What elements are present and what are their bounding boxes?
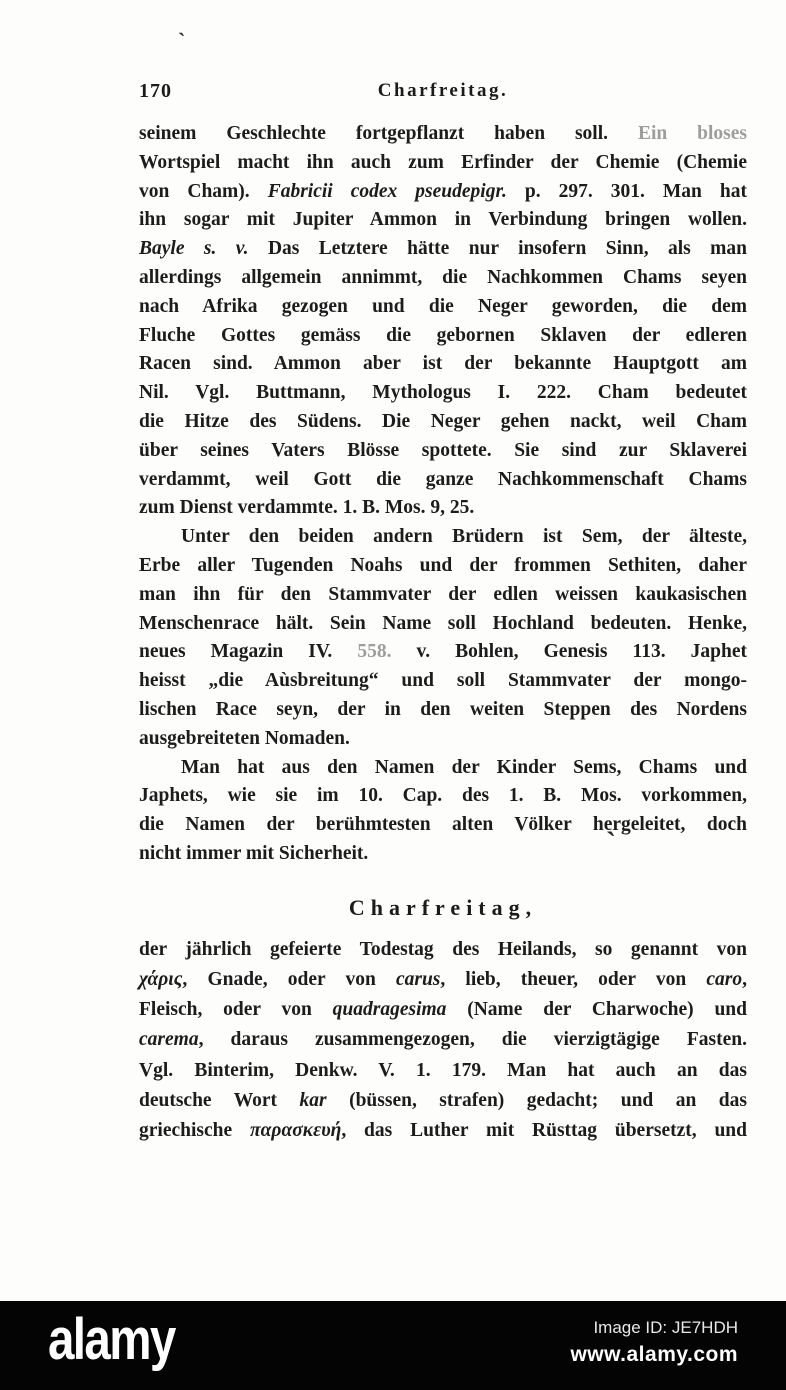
paragraph bbox=[139, 120, 747, 523]
text-segment: (Name der Charwoche) und bbox=[446, 999, 747, 1021]
text-segment: Man hat aus den Namen der Kinder Sems, Chams und bbox=[181, 756, 747, 778]
text-segment: nicht immer mit Sicherheit. bbox=[139, 842, 369, 864]
text-line bbox=[139, 995, 747, 1025]
text-line bbox=[139, 466, 747, 495]
text-segment: , das Luther mit Rüsttag übersetzt, und bbox=[341, 1119, 747, 1141]
text-line bbox=[139, 1086, 747, 1116]
text-line bbox=[139, 667, 747, 696]
text-line bbox=[139, 965, 747, 995]
text-segment: , lieb, theuer, oder von bbox=[440, 968, 707, 990]
text-line bbox=[139, 782, 747, 811]
text-segment: griechische bbox=[139, 1119, 250, 1141]
text-line bbox=[139, 610, 747, 639]
image-id-text: Image ID: JE7HDH bbox=[593, 1318, 738, 1337]
text-segment: Vgl. Binterim, Denkw. V. 1. 179. Man hat auch an das bbox=[139, 1059, 747, 1081]
text-line bbox=[139, 1056, 747, 1086]
text-line bbox=[139, 696, 747, 725]
text-segment: seinem Geschlechte fortgepflanzt haben soll. bbox=[139, 123, 638, 144]
text-segment: v. Bohlen, Genesis 113. Japhet bbox=[391, 641, 747, 663]
watermark-info bbox=[570, 1318, 738, 1367]
text-line bbox=[139, 523, 747, 552]
text-segment: die Hitze des Südens. Die Neger gehen nackt, weil Cham bbox=[139, 410, 747, 432]
text-segment: lischen Race seyn, der in den weiten Steppen des Nordens bbox=[139, 698, 747, 720]
text-segment: zum Dienst verdammte. 1. B. Mos. 9, 25. bbox=[139, 497, 475, 519]
text-segment: über seines Vaters Blösse spottete. Sie sind zur Sklaverei bbox=[139, 439, 747, 461]
text-segment: 558. bbox=[357, 641, 392, 663]
text-line bbox=[139, 206, 747, 235]
text-segment: der jährlich gefeierte Todestag des Heilands, so genannt von bbox=[139, 938, 747, 960]
text-line bbox=[139, 379, 747, 408]
text-segment: caro bbox=[706, 968, 743, 990]
page-number: 170 bbox=[139, 80, 172, 102]
paragraph bbox=[139, 754, 747, 869]
text-line bbox=[139, 638, 747, 667]
text-line bbox=[139, 178, 747, 207]
text-line bbox=[139, 1116, 747, 1146]
scan-artifact: ˋ bbox=[606, 826, 616, 859]
text-segment: Unter den beiden andern Brüdern ist Sem, der älteste, bbox=[181, 526, 747, 548]
text-segment: ausgebreiteten Nomaden. bbox=[139, 727, 350, 749]
text-segment: Nil. Vgl. Buttmann, Mythologus I. 222. Cham bedeutet bbox=[139, 382, 747, 404]
text-segment: deutsche Wort bbox=[139, 1089, 300, 1111]
text-segment: kar bbox=[299, 1089, 327, 1111]
running-head: Charfreitag. bbox=[377, 80, 509, 101]
text-line bbox=[139, 120, 747, 149]
text-segment: Das Letztere hätte nur insofern Sinn, als man bbox=[248, 238, 747, 260]
text-line bbox=[139, 552, 747, 581]
text-line bbox=[139, 408, 747, 437]
text-segment: man ihn für den Stammvater der edlen weissen kaukasischen bbox=[139, 583, 747, 605]
text-line bbox=[139, 725, 747, 754]
text-line bbox=[139, 350, 747, 379]
text-segment: Ein bloses bbox=[637, 123, 747, 144]
text-segment: heisst „die Aùsbreitung“ und soll Stammvater der mongo- bbox=[139, 670, 747, 692]
alamy-url: www.alamy.com bbox=[570, 1343, 738, 1366]
text-segment: Bayle s. v. bbox=[139, 238, 249, 260]
text-segment: , daraus zusammengezogen, die vierzigtägige Fasten. bbox=[198, 1029, 747, 1051]
text-segment: παρασκευή bbox=[249, 1119, 342, 1141]
text-line bbox=[139, 754, 747, 783]
text-segment: die Namen der berühmtesten alten Völker hergeleitet, doch bbox=[139, 814, 747, 836]
text-line bbox=[139, 494, 747, 523]
text-line bbox=[139, 264, 747, 293]
text-line bbox=[139, 149, 747, 178]
text-segment: Wortspiel macht ihn auch zum Erfinder der Chemie (Chemie bbox=[139, 151, 747, 173]
text-line bbox=[139, 840, 747, 869]
text-segment: χάρις bbox=[139, 968, 183, 990]
text-segment: nach Afrika gezogen und die Neger geworden, die dem bbox=[139, 295, 747, 317]
text-segment: Menschenrace hält. Sein Name soll Hochland bedeuten. Henke, bbox=[139, 612, 747, 634]
alamy-logo: alamy bbox=[48, 1307, 175, 1372]
text-line bbox=[139, 293, 747, 322]
text-line bbox=[139, 811, 747, 840]
text-segment: carus bbox=[395, 968, 441, 990]
text-line bbox=[139, 1025, 747, 1055]
text-segment: Fleisch, oder von bbox=[139, 999, 333, 1021]
page-header bbox=[139, 80, 747, 106]
text-segment: Fluche Gottes gemäss die gebornen Sklaven der edleren bbox=[139, 324, 747, 346]
text-segment: Racen sind. Ammon aber ist der bekannte Hauptgott am bbox=[139, 353, 747, 375]
text-segment: von Cham). bbox=[139, 180, 268, 202]
paragraph bbox=[139, 935, 747, 1146]
paragraph bbox=[139, 523, 747, 753]
text-line bbox=[139, 322, 747, 351]
text-segment: p. 297. 301. Man hat bbox=[506, 180, 747, 202]
text-segment: allerdings allgemein annimmt, die Nachkommen Chams seyen bbox=[139, 266, 747, 288]
text-line bbox=[139, 935, 747, 965]
text-line bbox=[139, 437, 747, 466]
text-segment: ihn sogar mit Jupiter Ammon in Verbindung bringen wollen. bbox=[139, 209, 747, 231]
text-segment: carema bbox=[139, 1029, 199, 1051]
text-segment: neues Magazin IV. bbox=[139, 641, 358, 663]
text-segment: Erbe aller Tugenden Noahs und der frommen Sethiten, daher bbox=[139, 554, 747, 576]
doc-body bbox=[139, 120, 747, 1146]
text-segment: Fabricii codex pseudepigr. bbox=[267, 180, 507, 202]
scan-artifact: ˋ bbox=[178, 28, 186, 53]
text-segment: (büssen, strafen) gedacht; und an das bbox=[326, 1089, 747, 1111]
text-line bbox=[139, 235, 747, 264]
text-segment: Japhets, wie sie im 10. Cap. des 1. B. Mos. vorkommen, bbox=[139, 785, 747, 807]
text-segment: , Gnade, oder von bbox=[182, 968, 396, 990]
text-segment: quadragesima bbox=[332, 999, 447, 1021]
text-line bbox=[139, 581, 747, 610]
section-heading: Charfreitag, bbox=[348, 894, 538, 920]
text-segment: verdammt, weil Gott die ganze Nachkommenschaft Chams bbox=[139, 468, 747, 490]
text-segment: , bbox=[742, 968, 747, 990]
